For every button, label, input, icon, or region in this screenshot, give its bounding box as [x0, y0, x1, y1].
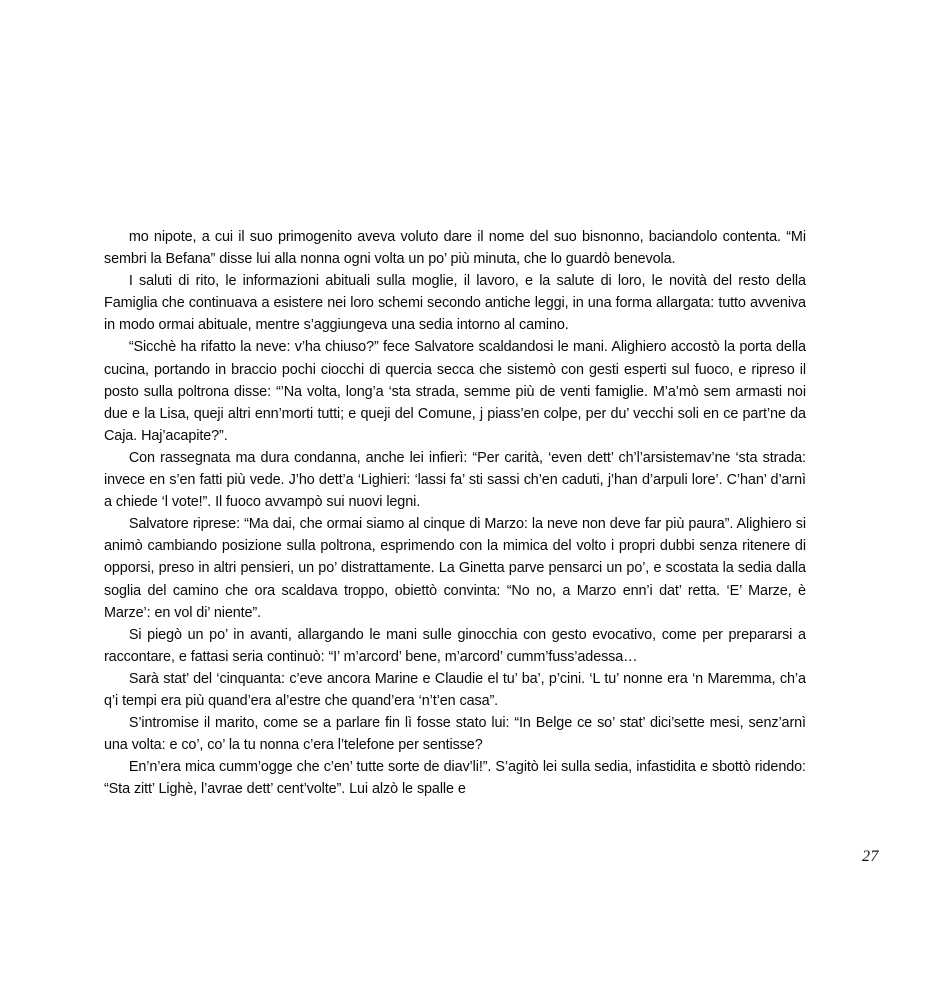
paragraph: “Sicchè ha rifatto la neve: v’ha chiuso?” fece Salvatore scaldandosi le mani. Alighiero accostò la porta della cucina, portando in braccio pochi ciocchi di quercia secca che sistemò con gesti esperti sul fuoco, e ripreso il posto sulla poltrona disse: “’Na volta, long’a ‘sta strada, semme più de venti famiglie. M’a’mò sem armasti noi due e la Lisa, queji altri enn’morti tutti; e queji del Comune, j piass’en colpe, per du’ vecchi soli en ce part’ne da Caja. Haj’acapite?”. — [104, 338, 806, 444]
paragraph: Con rassegnata ma dura condanna, anche lei infierì: “Per carità, ‘even dett’ ch’l’arsistemav’ne ‘sta strada: invece en s’en fatti più vede. J’ho dett’a ‘Lighieri: ‘lassi fa’ sti sassi ch’en caduti, j’han d’arpuli lore’. C’han’ d’arnì a chiede ‘l vote!”. Il fuoco avvampò sui nuovi legni. — [104, 448, 806, 511]
paragraph: En’n’era mica cumm’ogge che c’en’ tutte sorte de diav’li!”. S’agitò lei sulla sedia, infastidita e sbottò ridendo: “Sta zitt’ Lighè, l’avrae dett’ cent’volte”. Lui alzò le spalle e — [104, 758, 806, 798]
paragraph: Sarà stat’ del ‘cinquanta: c’eve ancora Marine e Claudie el tu’ ba’, p’cini. ‘L tu’ nonne era ‘n Maremma, ch’a q’i tempi era più quand’era al’estre che quand’era ‘n’t’en casa”. — [104, 669, 806, 709]
body-text-block — [104, 226, 806, 800]
page-number-folio: 27 — [862, 848, 879, 865]
paragraph: Si piegò un po’ in avanti, allargando le mani sulle ginocchia con gesto evocativo, come per prepararsi a raccontare, e fattasi seria continuò: “I’ m’arcord’ bene, m’arcord’ cumm’fuss’adessa… — [104, 625, 806, 665]
paragraph: I saluti di rito, le informazioni abituali sulla moglie, il lavoro, e la salute di loro, le novità del resto della Famiglia che continuava a esistere nei loro schemi secondo antiche leggi, in una forma allargata: tutto avveniva in modo ormai abituale, mentre s’aggiungeva una sedia intorno al camino. — [104, 272, 806, 334]
paragraph: mo nipote, a cui il suo primogenito aveva voluto dare il nome del suo bisnonno, baciandolo contenta. “Mi sembri la Befana” disse lui alla nonna ogni volta un po’ più minuta, che lo guardò benevola. — [104, 228, 806, 268]
paragraph: Salvatore riprese: “Ma dai, che ormai siamo al cinque di Marzo: la neve non deve far più paura”. Alighiero si animò cambiando posizione sulla poltrona, esprimendo con la mimica del volto i propri dubbi senza ritenere di opporsi, preso in altri pensieri, un po’ distrattamente. La Ginetta parve pensarci un po’, e scostata la sedia dalla soglia del camino che ora scaldava troppo, obiettò convinta: “No no, a Marzo enn’i dat’ retta. ‘E’ Marze, è Marze’: en vol di’ niente”. — [104, 515, 806, 621]
paragraph: S’intromise il marito, come se a parlare fin lì fosse stato lui: “In Belge ce so’ stat’ dici’sette mesi, senz’arnì una volta: e co’, co’ la tu nonna c’era l’telefone per sentisse? — [104, 714, 806, 754]
